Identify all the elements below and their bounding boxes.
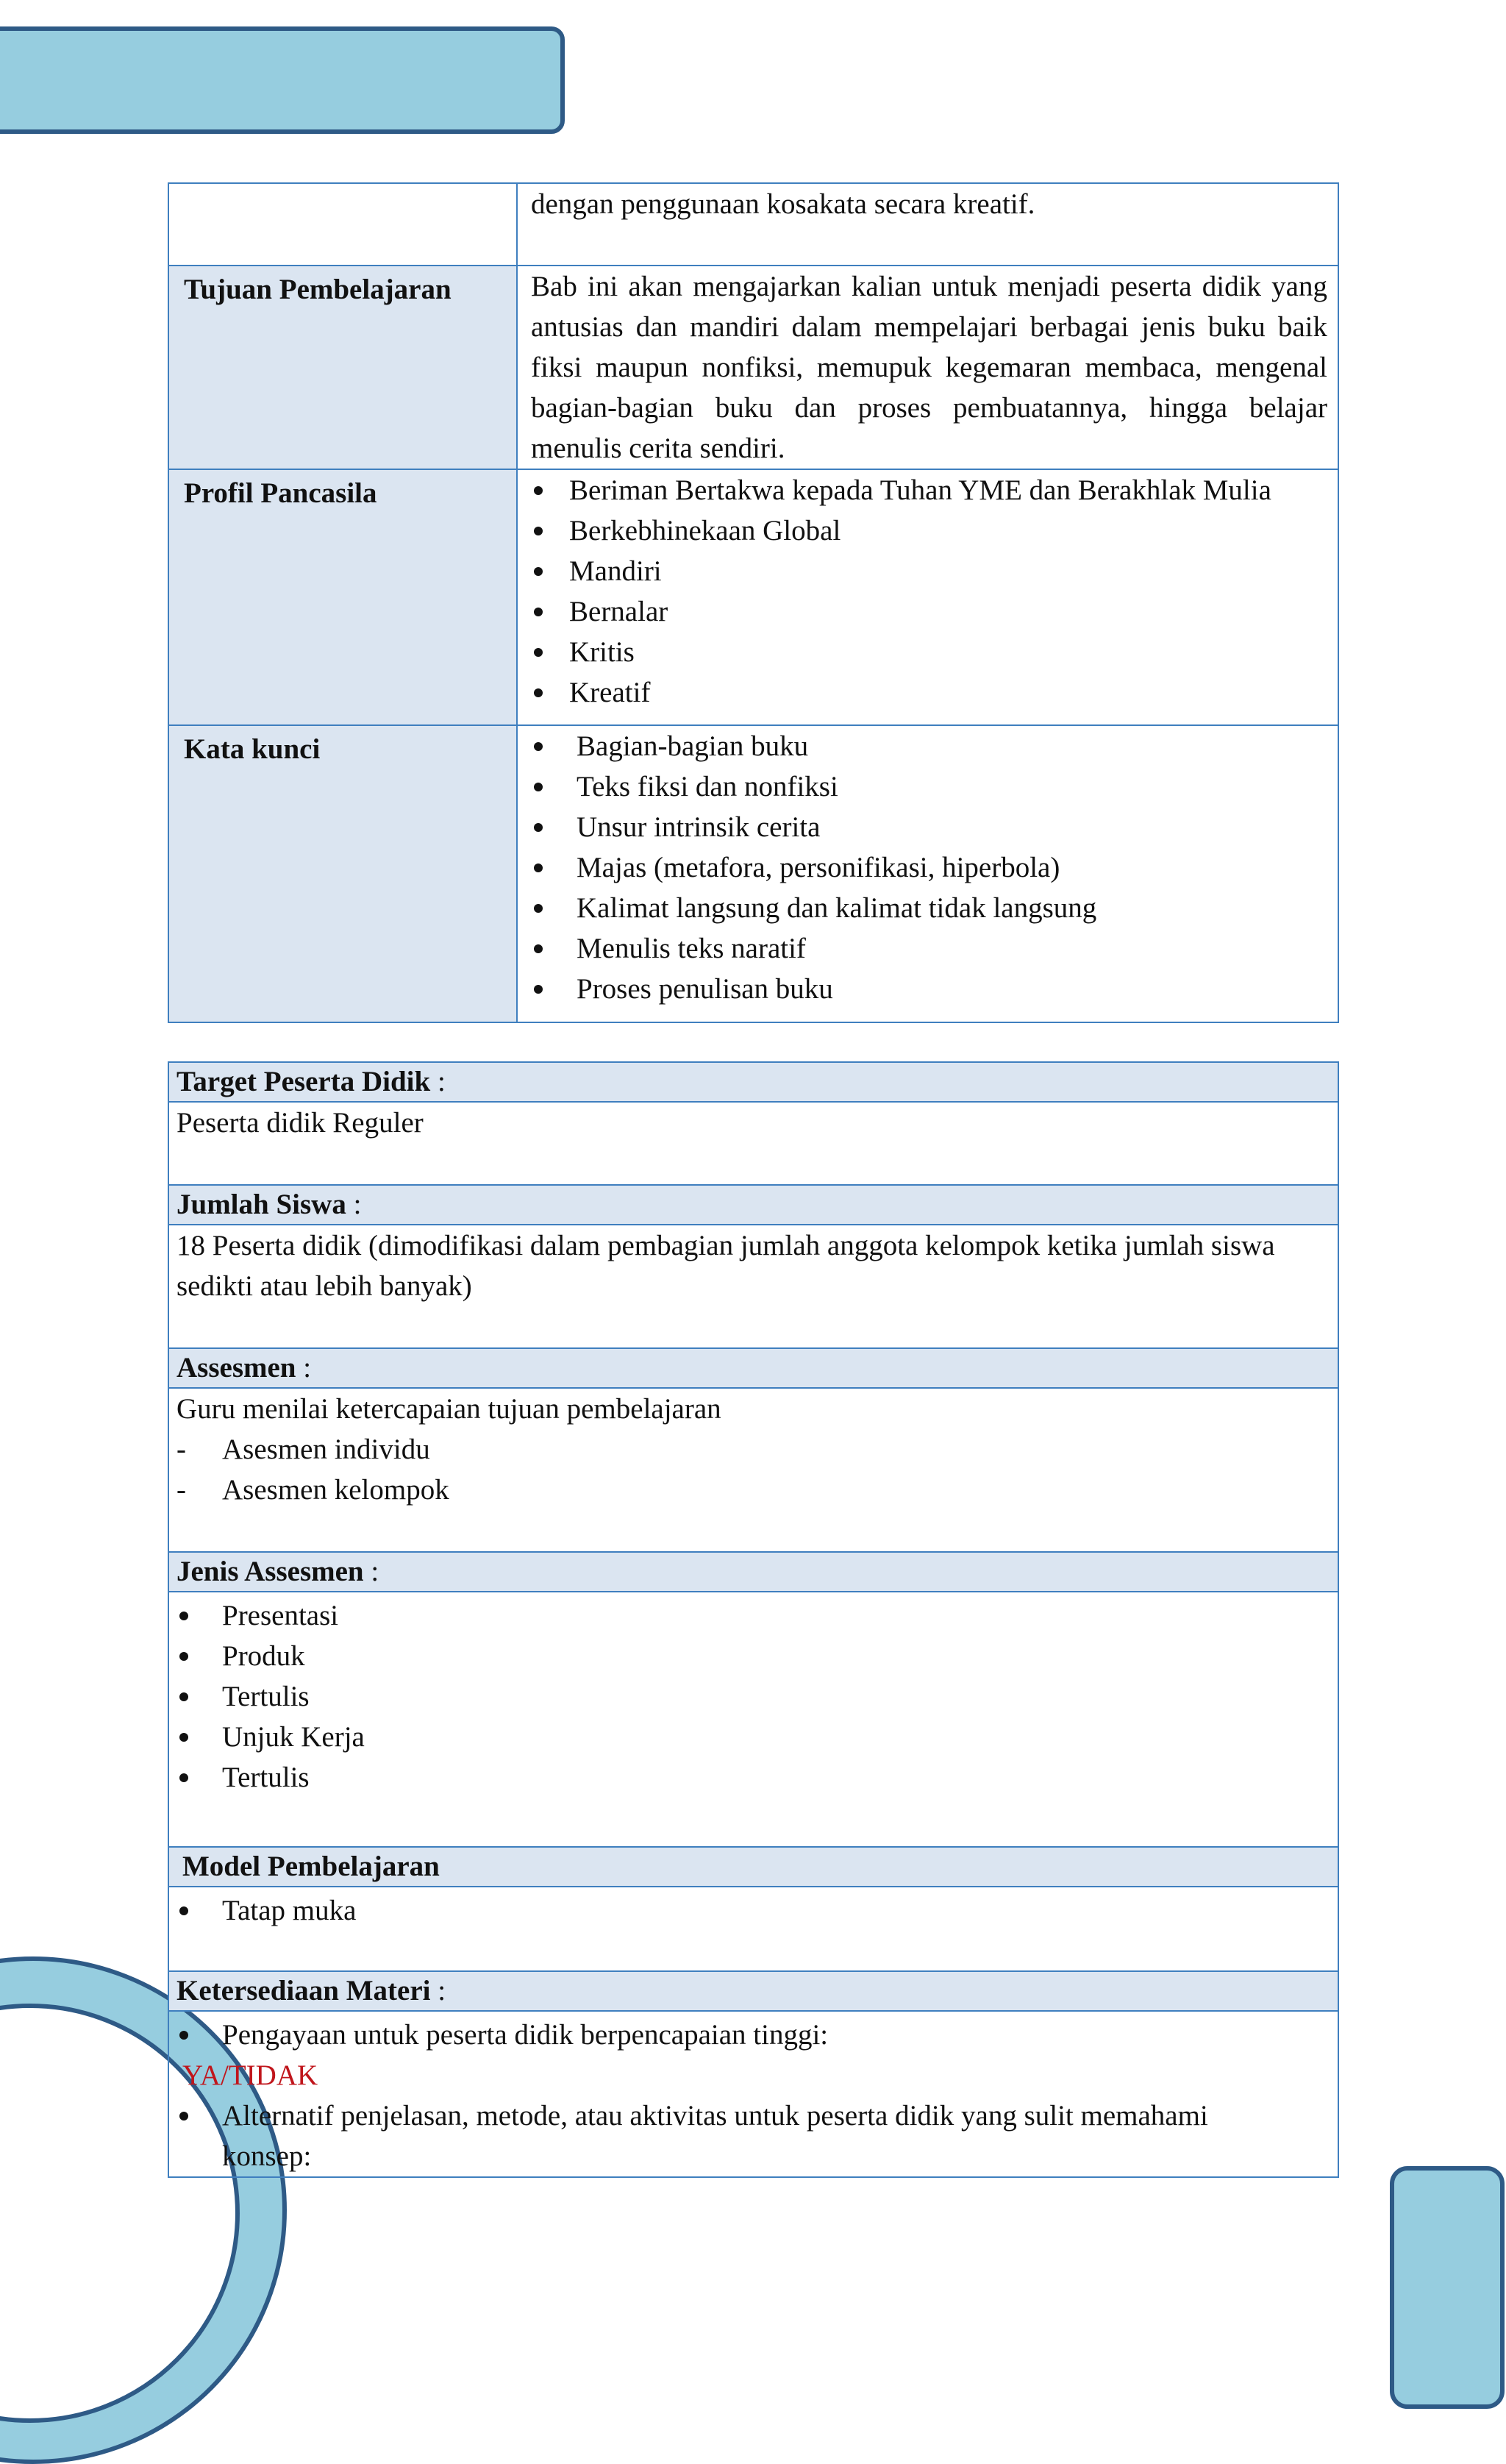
list-item: Tertulis	[176, 1676, 1330, 1717]
target-text: Peserta didik Reguler	[176, 1107, 424, 1139]
list-item: Alternatif penjelasan, metode, atau aktivitas untuk peserta didik yang sulit memahami	[176, 2096, 1330, 2136]
list-item: Teks fiksi dan nonfiksi	[531, 766, 1327, 807]
list-item: Berkebhinekaan Global	[531, 510, 1327, 551]
continuation-cell: dengan penggunaan kosakata secara kreatif.	[517, 183, 1338, 266]
ketersediaan-list-2	[176, 2096, 1330, 2136]
model-label: Model Pembelajaran	[182, 1851, 440, 1882]
list-item	[176, 1429, 1330, 1470]
decorative-footer-tab	[1390, 2166, 1505, 2409]
tujuan-label: Tujuan Pembelajaran	[168, 266, 517, 469]
ketersediaan-body	[168, 2012, 1339, 2178]
colon: :	[430, 1975, 446, 2007]
list-item-continuation: konsep:	[222, 2140, 312, 2172]
ketersediaan-label: Ketersediaan Materi	[176, 1975, 431, 2007]
tujuan-row	[168, 266, 1338, 469]
assesmen-label: Assesmen	[176, 1352, 296, 1384]
profil-list	[531, 470, 1327, 713]
kata-kunci-cell	[517, 725, 1338, 1022]
ketersediaan-list	[176, 2015, 1330, 2055]
model-body	[168, 1887, 1339, 1970]
tujuan-text: Bab ini akan mengajarkan kalian untuk menjadi peserta didik yang antusias dan mandiri dalam mempelajari berbagai jenis buku baik fiksi maupun nonfiksi, memupuk kegemaran membaca, mengenal bagian-bagian buku dan proses pembuatannya, hingga belajar menulis cerita sendiri.	[517, 266, 1338, 469]
decorative-header-tab	[0, 26, 565, 134]
list-item: Kritis	[531, 632, 1327, 672]
kata-kunci-label: Kata kunci	[168, 725, 517, 1022]
list-item: Kalimat langsung dan kalimat tidak langsung	[531, 888, 1327, 928]
jenis-header	[168, 1551, 1339, 1592]
learning-info-table	[168, 182, 1339, 1023]
list-item: Kreatif	[531, 672, 1327, 713]
list-item: Bagian-bagian buku	[531, 726, 1327, 766]
dash-marker: -	[176, 1434, 186, 1465]
target-label: Target Peserta Didik	[176, 1066, 431, 1097]
profil-label: Profil Pancasila	[168, 469, 517, 725]
kata-kunci-row	[168, 725, 1338, 1022]
list-item: Proses penulisan buku	[531, 969, 1327, 1009]
list-item: Pengayaan untuk peserta didik berpencapaian tinggi:	[176, 2015, 1330, 2055]
list-item	[176, 1470, 1330, 1510]
list-item-text: Asesmen individu	[222, 1434, 430, 1465]
jumlah-text: 18 Peserta didik (dimodifikasi dalam pembagian jumlah anggota kelompok ketika jumlah siswa sedikti atau lebih banyak)	[176, 1230, 1275, 1302]
assesmen-body	[168, 1389, 1339, 1551]
ketersediaan-header	[168, 1970, 1339, 2012]
jumlah-label: Jumlah Siswa	[176, 1189, 346, 1220]
target-body	[168, 1103, 1339, 1184]
profil-cell	[517, 469, 1338, 725]
kata-kunci-list	[531, 726, 1327, 1009]
list-item: Unjuk Kerja	[176, 1717, 1330, 1757]
list-item: Menulis teks naratif	[531, 928, 1327, 969]
jumlah-header	[168, 1184, 1339, 1225]
list-item: Majas (metafora, personifikasi, hiperbola)	[531, 847, 1327, 888]
ya-tidak-option: YA/TIDAK	[182, 2059, 318, 2091]
list-item: Tatap muka	[176, 1890, 1330, 1931]
colon: :	[363, 1556, 379, 1587]
colon: :	[430, 1066, 446, 1097]
model-list	[176, 1890, 1330, 1931]
colon: :	[346, 1189, 362, 1220]
assesmen-header	[168, 1347, 1339, 1389]
list-item: Produk	[176, 1636, 1330, 1676]
list-item: Presentasi	[176, 1595, 1330, 1636]
jenis-list	[176, 1595, 1330, 1798]
list-item: Mandiri	[531, 551, 1327, 591]
assesmen-intro: Guru menilai ketercapaian tujuan pembelajaran	[176, 1393, 721, 1425]
model-header	[168, 1846, 1339, 1887]
jumlah-body	[168, 1225, 1339, 1347]
dash-marker: -	[176, 1474, 186, 1506]
list-item: Beriman Bertakwa kepada Tuhan YME dan Berakhlak Mulia	[531, 470, 1327, 510]
list-item-text: Asesmen kelompok	[222, 1474, 449, 1506]
profil-row	[168, 469, 1338, 725]
details-box	[168, 1061, 1339, 2178]
list-item: Bernalar	[531, 591, 1327, 632]
list-item: Tertulis	[176, 1757, 1330, 1798]
continuation-row	[168, 183, 1338, 266]
empty-label-cell	[168, 183, 517, 266]
target-header	[168, 1061, 1339, 1103]
list-item: Unsur intrinsik cerita	[531, 807, 1327, 847]
jenis-label: Jenis Assesmen	[176, 1556, 364, 1587]
jenis-body	[168, 1592, 1339, 1846]
colon: :	[296, 1352, 312, 1384]
